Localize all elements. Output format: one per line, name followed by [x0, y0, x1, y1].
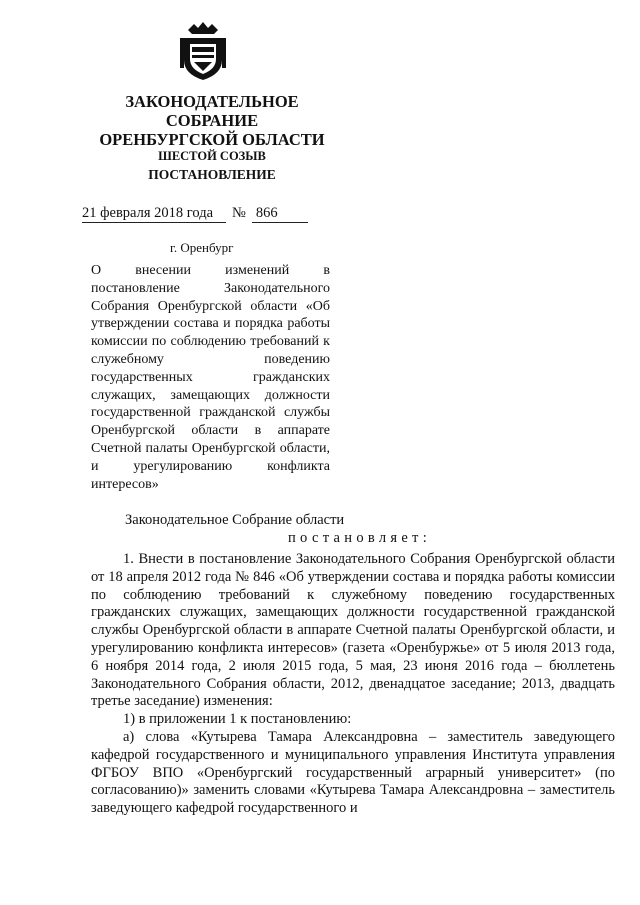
document-date: 21 февраля 2018 года [82, 205, 226, 223]
document-dateline [82, 205, 322, 223]
body-paragraph: а) слова «Кутырева Тамара Александровна – заместитель заведующего кафедрой государственного и муниципального управления Института управления ФГБОУ ВПО «Оренбургский государственный аграрный университет» (по согласованию)» заменить словами «Кутырева Тамара Александровна – заместитель заведующего кафедрой государственного и [91, 728, 615, 817]
city: г. Оренбург [170, 240, 234, 255]
convocation: ШЕСТОЙ СОЗЫВ [158, 149, 266, 163]
document-type: ПОСТАНОВЛЕНИЕ [148, 167, 276, 182]
preamble-assembly: Законодательное Собрание области [125, 512, 345, 528]
body-paragraph: 1. Внести в постановление Законодательного Собрания Оренбургской области от 18 апреля 2012 года № 846 «Об утверждении состава и порядка работы комиссии по соблюдению требований к служебному поведению государственных гражданских служащих, замещающих должности государственной гражданской службы Оренбургской области в аппарате Счетной палаты Оренбургской области, и урегулированию конфликта интересов» (газета «Оренбуржье» от 5 июля 2013 года, 6 ноября 2014 года, 2 июля 2015 года, 5 мая, 23 июня 2016 года – бюллетень Законодательного Собрания области, 2012, двенадцатое заседание; 2013, двадцать третье заседание) изменения: [91, 551, 615, 710]
body-paragraph: 1) в приложении 1 к постановлению: [123, 711, 352, 728]
number-label: № [232, 205, 246, 221]
organization-name [92, 92, 332, 149]
preamble-resolves: постановляет: [288, 530, 432, 546]
organization-name-line: ОРЕНБУРГСКОЙ ОБЛАСТИ [99, 130, 325, 149]
coat-of-arms-emblem [178, 20, 228, 82]
document-body [91, 551, 615, 818]
organization-name-line: СОБРАНИЕ [165, 111, 259, 130]
organization-name-line: ЗАКОНОДАТЕЛЬНОЕ [125, 92, 299, 111]
document-number: 866 [252, 205, 308, 223]
document-subject: О внесении изменений в постановление Законодательного Собрания Оренбургской области «Об утверждении состава и порядка работы комиссии по соблюдению требований к служебному поведению государственных гражданских служащих, замещающих должности государственной гражданской службы Оренбургской области в аппарате Счетной палаты Оренбургской области, и урегулированию конфликта интересов» [91, 263, 330, 492]
